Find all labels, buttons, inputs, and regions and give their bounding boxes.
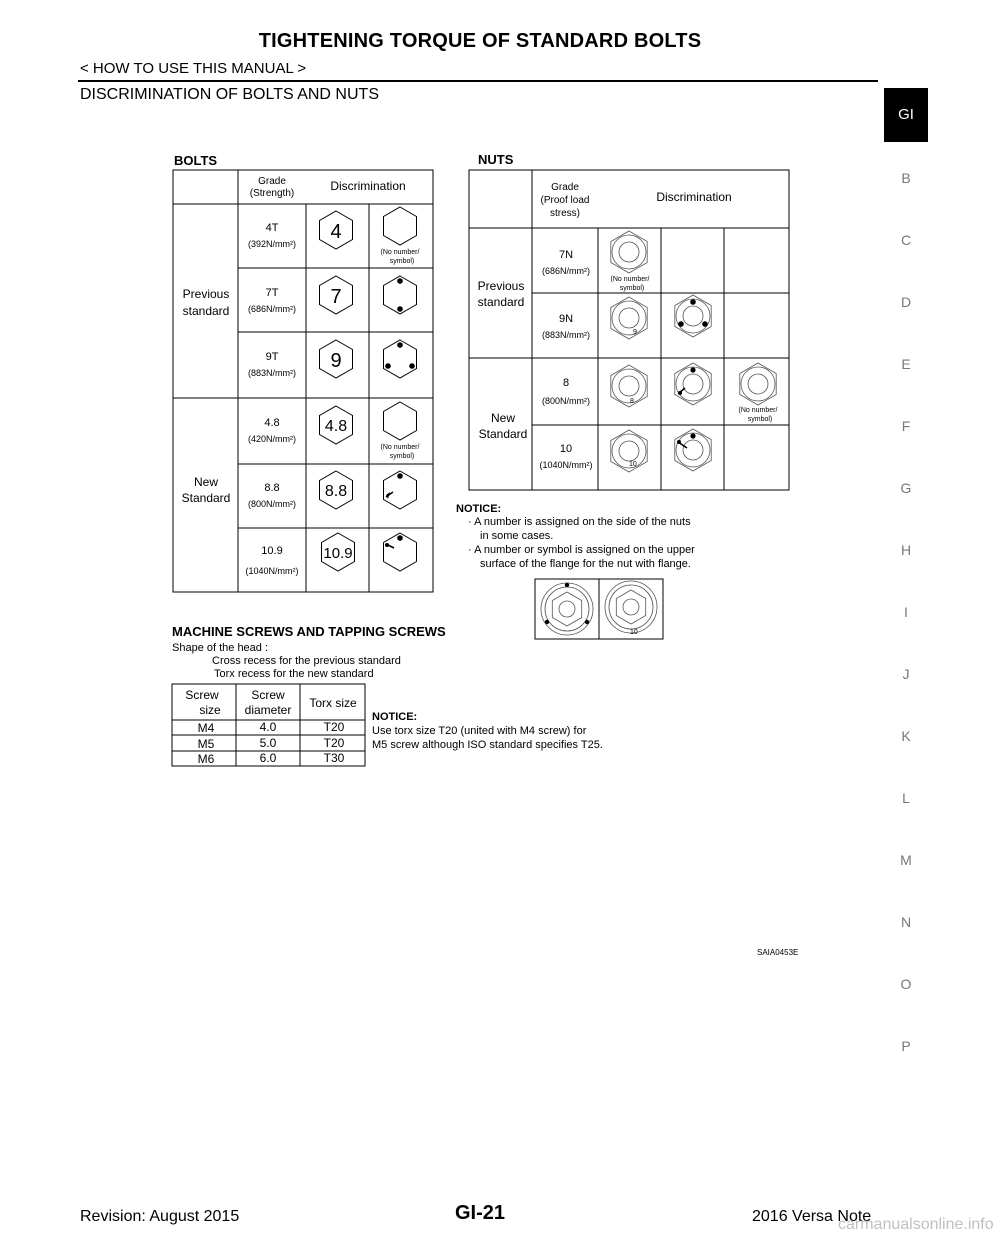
nut-dots-icon (675, 295, 711, 337)
screws-notice-title: NOTICE: (372, 711, 418, 723)
bolt-head-dots-icon (384, 340, 417, 378)
bolts-group-new-2: Standard (181, 491, 231, 505)
footer-page-number: GI-21 (454, 1202, 506, 1224)
screws-notice-line: Use torx size T20 (united with M4 screw) for (372, 725, 587, 737)
bolt-head-plain-icon (384, 207, 417, 245)
bolt-strength: (392N/mm²) (247, 239, 297, 249)
nut-side-mark: 9 (633, 329, 637, 336)
no-symbol-label: (No number/ (738, 407, 778, 414)
nut-strength: (1040N/mm²) (539, 460, 593, 470)
bolt-grade: 4T (265, 222, 279, 234)
nuts-grade-header: Grade (551, 182, 579, 193)
screw-cell: 6.0 (259, 751, 277, 765)
screws-notice-line: M5 screw although ISO standard specifies T25. (372, 739, 603, 751)
bolt-strength: (420N/mm²) (247, 434, 297, 444)
screw-cell: T20 (323, 736, 345, 750)
no-symbol-label-2: symbol) (619, 285, 645, 292)
bolt-head-plain-icon (384, 402, 417, 440)
bolts-group-previous: Previous (182, 287, 230, 301)
nuts-grade-header-2: (Proof load (540, 195, 590, 206)
nut-icon (611, 297, 647, 339)
bolt-strength: (686N/mm²) (247, 304, 297, 314)
page-title: TIGHTENING TORQUE OF STANDARD BOLTS (258, 30, 702, 52)
screws-header-diameter-2: diameter (244, 703, 292, 717)
bolt-mark: 8.8 (324, 483, 348, 500)
no-symbol-label-2: symbol) (389, 258, 415, 265)
bolt-head-marks-icon (384, 471, 417, 509)
side-index-item[interactable]: O (900, 976, 912, 992)
bolt-grade: 7T (265, 287, 279, 299)
bolt-head-dots-icon (384, 276, 417, 314)
figure-code: SAIA0453E (757, 948, 799, 957)
bolt-mark: 9 (330, 350, 342, 372)
bolt-mark: 7 (330, 286, 342, 308)
side-index-item[interactable]: P (901, 1038, 911, 1054)
side-index-item[interactable]: K (901, 728, 911, 744)
screws-header-torx: Torx size (309, 696, 357, 710)
side-index-item[interactable]: L (902, 790, 910, 806)
nut-side-mark: 8 (630, 398, 634, 405)
nuts-group-new: New (490, 411, 516, 425)
nut-grade: 10 (559, 443, 573, 455)
nut-grade: 8 (562, 377, 570, 389)
bolt-strength: (1040N/mm²) (245, 566, 299, 576)
side-index-item[interactable]: J (902, 666, 910, 682)
bolt-grade: 8.8 (264, 482, 280, 494)
nuts-grade-header-3: stress) (550, 208, 580, 219)
screws-header-size: Screw (185, 688, 219, 702)
no-symbol-label-2: symbol) (389, 453, 415, 460)
screws-line-previous: Cross recess for the previous standard (212, 655, 401, 667)
side-index-item[interactable]: D (900, 294, 912, 310)
nut-grade: 9N (558, 313, 574, 325)
nuts-discrimination-header: Discrimination (656, 190, 732, 204)
bolt-mark: 10.9 (323, 545, 353, 562)
breadcrumb[interactable]: < HOW TO USE THIS MANUAL > (80, 60, 307, 77)
nut-marks-icon (675, 363, 711, 405)
screw-cell: T30 (323, 751, 345, 765)
no-symbol-label: (No number/ (610, 276, 650, 283)
bolts-group-new: New (193, 475, 219, 489)
bolt-grade: 10.9 (261, 545, 283, 557)
bolts-title: BOLTS (174, 153, 218, 168)
nuts-group-new-2: Standard (478, 427, 528, 441)
bolts-grade-header-sub: (Strength) (249, 188, 295, 199)
screws-line-new: Torx recess for the new standard (214, 668, 374, 680)
side-index-active-tab[interactable]: GI (884, 88, 928, 142)
screws-header-diameter: Screw (251, 688, 285, 702)
side-index-item[interactable]: E (901, 356, 911, 372)
bolts-grade-header: Grade (258, 176, 286, 187)
screw-cell: M4 (197, 721, 215, 735)
section-heading: DISCRIMINATION OF BOLTS AND NUTS (80, 86, 379, 103)
side-index-item[interactable]: N (900, 914, 912, 930)
bolt-grade: 4.8 (264, 417, 280, 429)
nut-strength: (686N/mm²) (541, 266, 591, 276)
nuts-notice-line: · A number is assigned on the side of the nuts (468, 516, 691, 528)
nuts-group-previous-2: standard (477, 295, 525, 309)
nut-strength: (800N/mm²) (541, 396, 591, 406)
screws-shape-label: Shape of the head : (172, 642, 269, 654)
bolt-head-marks-icon (384, 533, 417, 571)
watermark: carmanualsonline.info (838, 1216, 994, 1233)
bolt-mark: 4 (330, 221, 342, 243)
bolt-mark: 4.8 (324, 418, 348, 435)
side-index-item[interactable]: H (900, 542, 912, 558)
footer-revision: Revision: August 2015 (80, 1208, 240, 1225)
nuts-notice-title: NOTICE: (456, 503, 502, 515)
screw-cell: T20 (323, 720, 345, 734)
nuts-notice-line: surface of the flange for the nut with flange. (480, 558, 691, 570)
screw-cell: M5 (197, 737, 215, 751)
bolt-grade: 9T (265, 351, 279, 363)
nut-marks-icon (675, 429, 711, 471)
screw-cell: M6 (197, 752, 215, 766)
no-symbol-label: (No number/ (380, 249, 420, 256)
nut-icon (611, 365, 647, 407)
no-symbol-label: (No number/ (380, 444, 420, 451)
no-symbol-label-2: symbol) (747, 416, 773, 423)
side-index-item[interactable]: G (900, 480, 912, 496)
flange-number-mark: 10 (630, 629, 638, 636)
nuts-notice-line: in some cases. (480, 530, 554, 542)
screw-cell: 4.0 (259, 720, 277, 734)
footer-model: 2016 Versa Note (752, 1208, 872, 1225)
nut-strength: (883N/mm²) (541, 330, 591, 340)
flange-nut-figure (535, 579, 663, 639)
screw-cell: 5.0 (259, 736, 277, 750)
side-index-item[interactable]: I (904, 604, 908, 620)
side-index-item[interactable]: C (900, 232, 912, 248)
screws-title: MACHINE SCREWS AND TAPPING SCREWS (172, 624, 446, 639)
nuts-group-previous: Previous (477, 279, 525, 293)
nut-grade: 7N (558, 249, 574, 261)
nuts-title: NUTS (478, 152, 514, 167)
nut-icon (611, 231, 647, 273)
side-index-item[interactable]: B (901, 170, 911, 186)
side-index-item[interactable]: F (901, 418, 911, 434)
bolts-discrimination-header: Discrimination (330, 179, 406, 193)
bolt-strength: (883N/mm²) (247, 368, 297, 378)
nut-side-mark: 10 (629, 461, 637, 468)
nuts-notice-line: · A number or symbol is assigned on the upper (468, 544, 695, 556)
bolt-strength: (800N/mm²) (247, 499, 297, 509)
side-index-item[interactable]: M (900, 852, 912, 868)
nut-plain-icon (740, 363, 776, 405)
bolts-group-previous-2: standard (182, 304, 230, 318)
screws-header-size-2: size (199, 703, 221, 717)
